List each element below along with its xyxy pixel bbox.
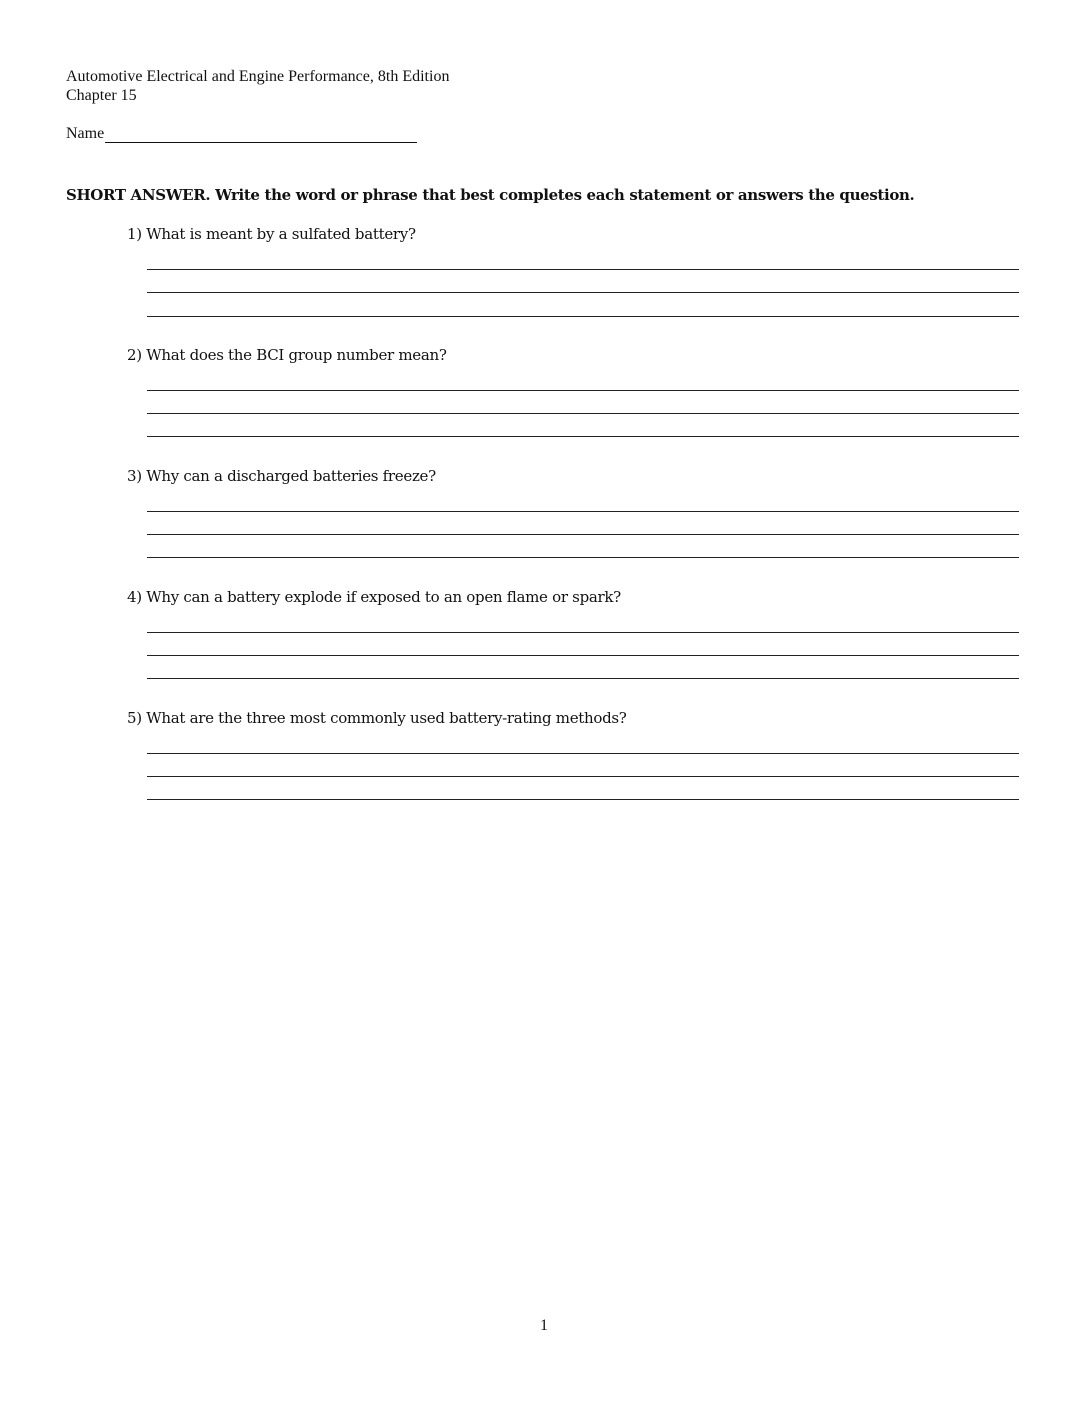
name-field[interactable] bbox=[66, 124, 417, 143]
answer-line[interactable] bbox=[147, 678, 1019, 679]
question-2 bbox=[127, 345, 1019, 365]
answer-line[interactable] bbox=[147, 557, 1019, 558]
answer-line[interactable] bbox=[147, 776, 1019, 777]
section-instructions: SHORT ANSWER. Write the word or phrase that best completes each statement or answers the question. bbox=[66, 186, 915, 204]
answer-line[interactable] bbox=[147, 655, 1019, 656]
answer-line[interactable] bbox=[147, 534, 1019, 535]
question-text: 4) Why can a battery explode if exposed to an open flame or spark? bbox=[127, 588, 621, 606]
name-label: Name bbox=[66, 125, 105, 142]
answer-line[interactable] bbox=[147, 316, 1019, 317]
question-5 bbox=[127, 708, 1019, 728]
question-3 bbox=[127, 466, 1019, 486]
question-text: 3) Why can a discharged batteries freeze? bbox=[127, 467, 436, 485]
question-1 bbox=[127, 224, 1019, 244]
answer-line[interactable] bbox=[147, 390, 1019, 391]
answer-line[interactable] bbox=[147, 269, 1019, 270]
book-title: Automotive Electrical and Engine Performance, 8th Edition bbox=[66, 68, 450, 85]
answer-line[interactable] bbox=[147, 799, 1019, 800]
question-text: 2) What does the BCI group number mean? bbox=[127, 346, 447, 364]
page-number: 1 bbox=[540, 1317, 548, 1334]
answer-line[interactable] bbox=[147, 413, 1019, 414]
question-text: 5) What are the three most commonly used battery-rating methods? bbox=[127, 709, 627, 727]
answer-line[interactable] bbox=[147, 753, 1019, 754]
name-blank-line[interactable] bbox=[105, 125, 417, 143]
question-4 bbox=[127, 587, 1019, 607]
question-text: 1) What is meant by a sulfated battery? bbox=[127, 225, 416, 243]
answer-line[interactable] bbox=[147, 632, 1019, 633]
answer-line[interactable] bbox=[147, 436, 1019, 437]
answer-line[interactable] bbox=[147, 511, 1019, 512]
chapter-label: Chapter 15 bbox=[66, 87, 137, 104]
answer-line[interactable] bbox=[147, 292, 1019, 293]
